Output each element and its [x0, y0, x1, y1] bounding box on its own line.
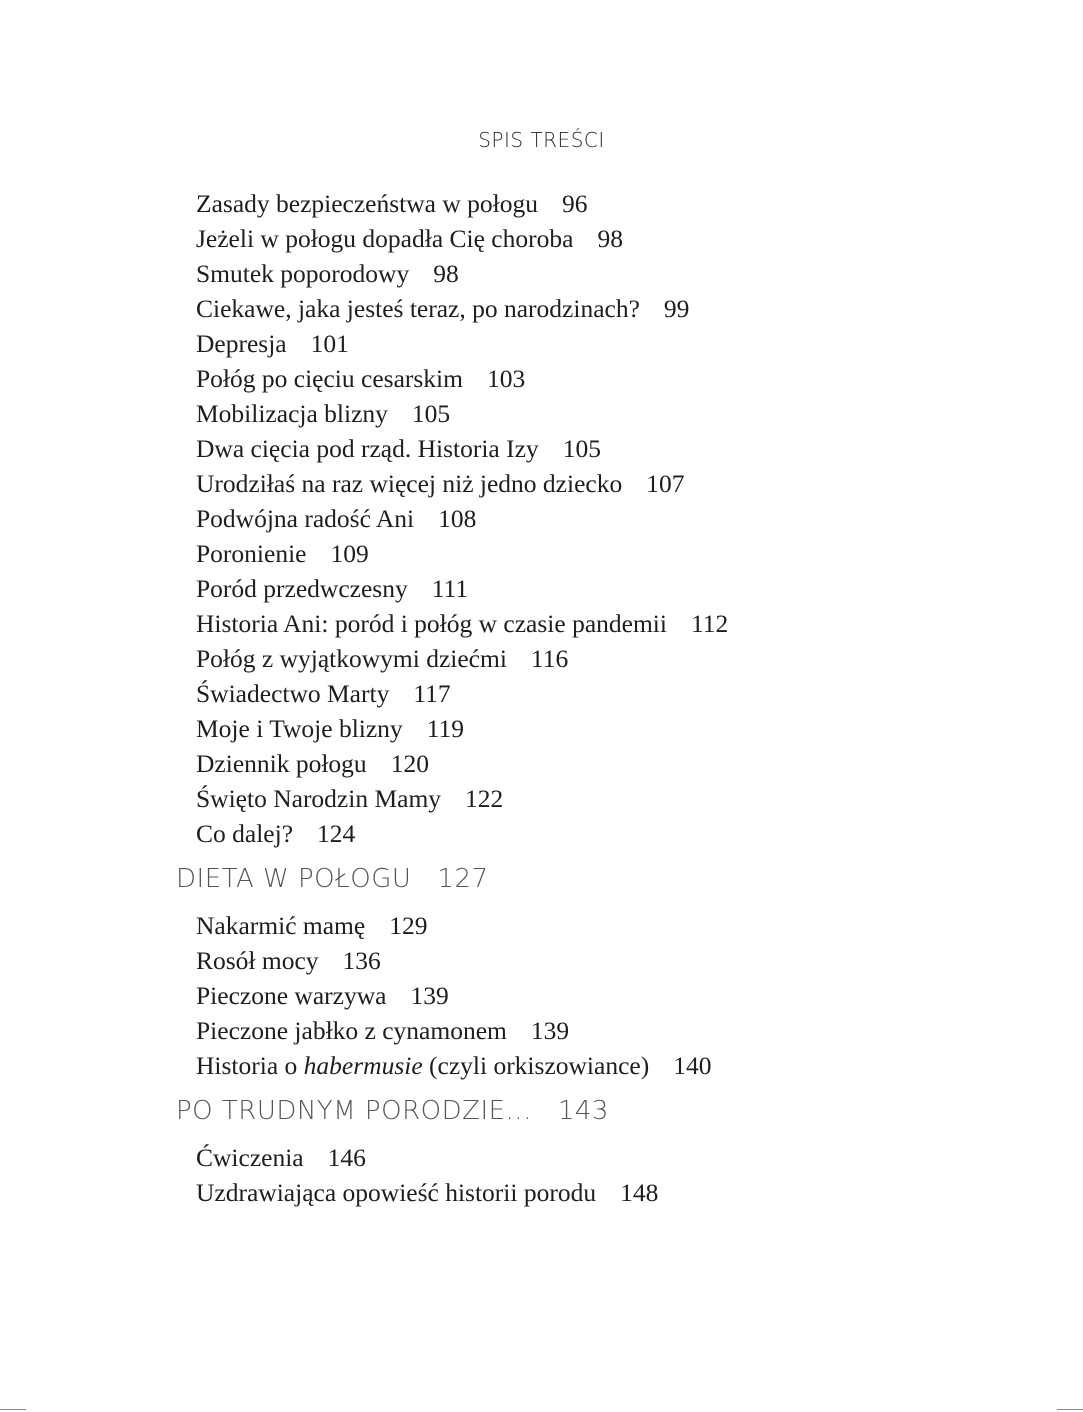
toc-entry-title: Poród przedwczesny: [196, 574, 408, 603]
toc-entry-page: 99: [663, 294, 690, 323]
toc-entry-page: 109: [330, 539, 369, 568]
toc-entry-page: 98: [597, 224, 623, 253]
toc-entry-page: 124: [317, 819, 356, 848]
toc-entry-title: Zasady bezpieczeństwa w połogu: [196, 189, 538, 218]
toc-entry-page: 122: [465, 784, 504, 813]
section-heading-page: 143: [557, 1096, 609, 1126]
section-heading-title: PO TRUDNYM PORODZIE...: [176, 1096, 532, 1126]
toc-entry-page: 139: [410, 981, 449, 1010]
toc-entry-title: Połóg z wyjątkowymi dziećmi: [196, 644, 507, 673]
section-heading-title: DIETA W POŁOGU: [176, 864, 412, 894]
toc-entry: [196, 978, 1083, 1013]
toc-entry: [196, 501, 1083, 536]
section-heading: [176, 862, 1083, 896]
toc-entry-title: Pieczone jabłko z cynamonem: [196, 1016, 507, 1045]
crop-mark-left: [0, 1409, 26, 1410]
toc-entry-page: 96: [562, 189, 588, 218]
toc-entry-title: Moje i Twoje blizny: [196, 714, 403, 743]
toc-entry-page: 112: [690, 609, 729, 638]
toc-entry-title: Połóg po cięciu cesarskim: [196, 364, 463, 393]
toc-entry-title: Święto Narodzin Mamy: [196, 784, 442, 813]
toc-entry-page: 140: [673, 1051, 712, 1080]
toc-entry: [196, 221, 1083, 256]
toc-entry: [196, 291, 1083, 326]
toc-entry: [196, 186, 1083, 221]
toc-entry-title: Rosół mocy: [196, 946, 319, 975]
toc-entry-page: 116: [530, 644, 569, 673]
toc-entry-page: 107: [646, 469, 685, 498]
toc-entry: [196, 816, 1083, 851]
toc-entry-page: 108: [438, 504, 477, 533]
toc-entry: [196, 641, 1083, 676]
toc-entry-title: Dwa cięcia pod rząd. Historia Izy: [196, 434, 539, 463]
toc-entry-page: 120: [390, 749, 429, 778]
toc-entry-page: 111: [431, 574, 469, 603]
toc-entry: [196, 571, 1083, 606]
toc-entry: [196, 536, 1083, 571]
toc-entry-title-part: (czyli orkiszowiance): [422, 1051, 650, 1080]
table-of-contents: [0, 186, 1083, 1210]
toc-entry: [196, 1140, 1083, 1175]
toc-entry: [196, 1175, 1083, 1210]
toc-entry-title: Uzdrawiająca opowieść historii porodu: [196, 1178, 597, 1207]
toc-entry: [196, 1048, 1083, 1083]
toc-entry-page: 139: [530, 1016, 570, 1045]
toc-entry-title: [196, 1051, 649, 1080]
toc-entry-title: Świadectwo Marty: [196, 679, 390, 708]
toc-entry: [196, 781, 1083, 816]
running-head: SPIS TREŚCI: [478, 128, 605, 152]
toc-entry-page: 101: [310, 329, 349, 358]
toc-entry-title: Nakarmić mamę: [196, 911, 366, 940]
crop-mark-right: [1057, 1409, 1083, 1410]
toc-entry: [196, 361, 1083, 396]
toc-entry: [196, 746, 1083, 781]
toc-entry-title: Jeżeli w połogu dopadła Cię choroba: [196, 224, 574, 253]
toc-entry: [196, 396, 1083, 431]
toc-entry: [196, 466, 1083, 501]
toc-entry-title: Ciekawe, jaka jesteś teraz, po narodzinach?: [196, 294, 640, 323]
toc-entry-title-part: Historia o: [196, 1051, 304, 1080]
toc-entry-title: Podwójna radość Ani: [196, 504, 415, 533]
toc-entry-page: 117: [413, 679, 451, 708]
toc-entry: [196, 711, 1083, 746]
toc-entry-title: Dziennik połogu: [196, 749, 367, 778]
toc-entry: [196, 326, 1083, 361]
toc-entry-page: 105: [562, 434, 601, 463]
toc-entry-title: Pieczone warzywa: [196, 981, 387, 1010]
toc-entry: [196, 431, 1083, 466]
toc-entry-title-italic: habermusie: [303, 1051, 423, 1080]
toc-entry-title: Ćwiczenia: [196, 1143, 304, 1172]
toc-entry-title: Smutek poporodowy: [196, 259, 410, 288]
toc-entry-page: 136: [342, 946, 381, 975]
toc-entry-page: 119: [426, 714, 464, 743]
toc-entry-page: 98: [433, 259, 459, 288]
toc-entry: [196, 1013, 1083, 1048]
toc-entry-title: Mobilizacja blizny: [196, 399, 388, 428]
toc-entry-page: 148: [620, 1178, 659, 1207]
toc-entry: [196, 256, 1083, 291]
toc-entry-page: 103: [486, 364, 526, 393]
toc-entry: [196, 606, 1083, 641]
section-heading-page: 127: [437, 864, 489, 894]
toc-entry-title: Poronienie: [196, 539, 307, 568]
toc-entry-page: 105: [411, 399, 451, 428]
section-heading: [176, 1094, 1083, 1128]
toc-entry-title: Co dalej?: [196, 819, 294, 848]
toc-entry-title: Historia Ani: poród i połóg w czasie pandemii: [196, 609, 667, 638]
toc-entry-page: 146: [327, 1143, 366, 1172]
toc-entry: [196, 676, 1083, 711]
toc-entry-title: Urodziłaś na raz więcej niż jedno dziecko: [196, 469, 623, 498]
toc-entry-page: 129: [389, 911, 428, 940]
toc-entry: [196, 908, 1083, 943]
toc-entry-title: Depresja: [196, 329, 287, 358]
toc-entry: [196, 943, 1083, 978]
